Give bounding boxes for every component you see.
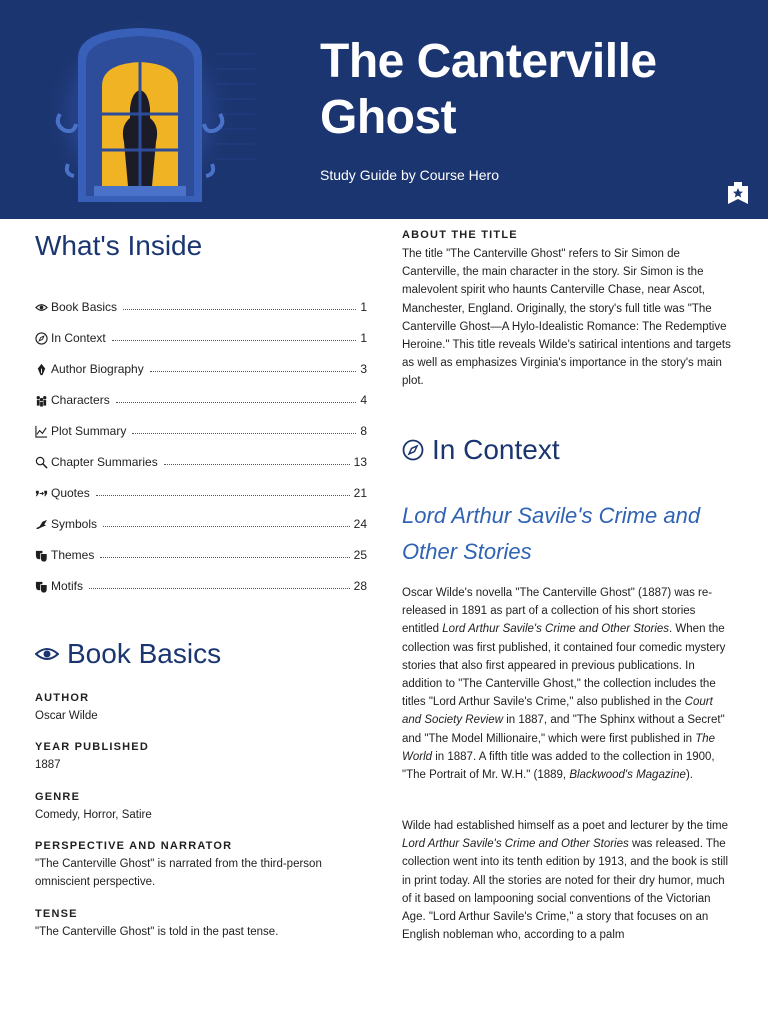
text-run: was released. The collection went into its tenth edition by 1913, and the book is still in print today. All the stories are noted for their dry humor, much of it based on lampooning social conventions of the Victorian Age. "Lord Arthur Savile's Crime," a story that focuses on an English nobleman who, according to a palm [402, 838, 729, 942]
book-basics-heading [35, 634, 221, 674]
author-block [35, 692, 367, 725]
toc-leader-dots [164, 464, 350, 465]
tense-value: "The Canterville Ghost" is told in the past tense. [35, 926, 279, 938]
toc-item-page: 28 [353, 579, 367, 593]
toc-item-label: Themes [51, 548, 95, 562]
toc-leader-dots [96, 495, 350, 496]
toc-item-label: Book Basics [51, 300, 118, 314]
perspective-value: "The Canterville Ghost" is narrated from the third-person omniscient perspective. [35, 858, 322, 888]
toc-leader-dots [116, 402, 357, 403]
genre-value: Comedy, Horror, Satire [35, 809, 152, 821]
about-title-label: ABOUT THE TITLE [402, 229, 518, 241]
genre-block [35, 791, 367, 824]
perspective-label: PERSPECTIVE AND NARRATOR [35, 840, 233, 852]
toc-item-label: Plot Summary [51, 424, 127, 438]
toc-heading: What's Inside [35, 230, 203, 261]
haunted-window-illustration [40, 14, 260, 214]
author-label: AUTHOR [35, 692, 90, 704]
tense-label: TENSE [35, 908, 78, 920]
genre-label: GENRE [35, 791, 81, 803]
toc-item-in-context[interactable] [35, 325, 367, 345]
author-value: Oscar Wilde [35, 710, 98, 722]
about-title-text: The title "The Canterville Ghost" refers to Sir Simon de Canterville, the main character in the story. Sir Simon is the malevolent spirit who haunts Canterville Chase, near Ascot, Manchester, England. Originally, the story's full title was "The Canterville Ghost—A Hylo-Idealistic Romance: The Redemptive Heroine." This title reveals Wilde's satirical intentions and targets as well as emphasizes Virginia's importance in the story's main plot. [402, 248, 731, 388]
book-title-italic: Lord Arthur Savile's Crime and Other Stories [402, 838, 629, 851]
book-basics-heading-text: Book Basics [67, 638, 222, 669]
bird-icon [35, 518, 48, 531]
toc-item-motifs[interactable] [35, 573, 367, 593]
publication-title-italic: The World [402, 732, 716, 763]
text-run: Wilde had established himself as a poet and lecturer by the time [402, 820, 729, 832]
toc-item-page: 3 [360, 362, 367, 376]
pen-nib-icon [35, 363, 48, 376]
toc-item-page: 25 [353, 548, 367, 562]
toc-leader-dots [132, 433, 356, 434]
toc-item-themes[interactable] [35, 542, 367, 562]
context-paragraph-2 [402, 817, 732, 944]
toc-leader-dots [103, 526, 350, 527]
toc-item-quotes[interactable] [35, 480, 367, 500]
year-value: 1887 [35, 759, 61, 771]
in-context-heading-text: In Context [432, 434, 560, 465]
quote-icon [35, 487, 48, 500]
in-context-heading [402, 430, 560, 470]
toc-item-characters[interactable] [35, 387, 367, 407]
masks-icon [35, 549, 48, 562]
course-hero-bookmark-icon [728, 182, 748, 204]
toc-item-book-basics[interactable] [35, 294, 367, 314]
toc-item-page: 24 [353, 517, 367, 531]
toc-item-page: 8 [360, 424, 367, 438]
toc-leader-dots [150, 371, 357, 372]
compass-icon [35, 332, 48, 345]
book-title: The Canterville Ghost [320, 35, 657, 144]
collection-subheading: Lord Arthur Savile's Crime and Other Stories [402, 503, 701, 564]
toc-item-label: Motifs [51, 579, 84, 593]
people-icon [35, 394, 48, 407]
compass-icon [402, 439, 424, 461]
toc-item-author-biography[interactable] [35, 356, 367, 376]
eye-icon [35, 646, 59, 662]
text-run: in 1887, and "The Sphinx without a Secret" and "The Model Millionaire," which were first published in [402, 714, 725, 745]
perspective-block [35, 840, 367, 891]
publication-title-italic: Court and Society Review [402, 696, 713, 727]
toc-item-page: 1 [360, 331, 367, 345]
toc-item-label: In Context [51, 331, 106, 345]
text-run: Oscar Wilde's novella "The Canterville Ghost" (1887) was re-released in 1891 as part of a collection of his short stories entitled [402, 587, 713, 636]
toc-item-page: 4 [360, 393, 367, 407]
text-run: in 1887. A fifth title was added to the collection in 1900, "The Portrait of Mr. W.H." (1889, [402, 750, 715, 782]
tense-block [35, 908, 367, 941]
toc-leader-dots [100, 557, 349, 558]
toc-item-chapter-summaries[interactable] [35, 449, 367, 469]
text-run: ). [685, 769, 693, 782]
toc-item-label: Symbols [51, 517, 98, 531]
year-label: YEAR PUBLISHED [35, 741, 149, 753]
publication-title-italic: Blackwood's Magazine [569, 769, 686, 782]
masks-icon [35, 580, 48, 593]
text-run: . When the collection was first published, it contained four comedic mystery stories that also first appeared in previous publications. In addition to "The Canterville Ghost," the collection includes the titles "Lord Arthur Savile's Crime," also published in the [402, 623, 726, 709]
book-title-italic: Lord Arthur Savile's Crime and Other Stories [442, 623, 670, 636]
toc-item-label: Quotes [51, 486, 90, 500]
toc-item-page: 1 [360, 300, 367, 314]
header-banner [0, 0, 768, 219]
toc-item-symbols[interactable] [35, 511, 367, 531]
toc-item-page: 13 [353, 455, 367, 469]
toc-leader-dots [89, 588, 350, 589]
year-block [35, 741, 367, 774]
toc-item-label: Characters [51, 393, 110, 407]
toc-item-label: Chapter Summaries [51, 455, 158, 469]
study-guide-subtitle: Study Guide by Course Hero [320, 167, 499, 183]
toc-leader-dots [112, 340, 357, 341]
chart-line-icon [35, 425, 48, 438]
magnifier-icon [35, 456, 48, 469]
context-paragraph-1 [402, 584, 732, 784]
toc-leader-dots [123, 309, 356, 310]
eye-icon [35, 301, 48, 314]
toc-item-label: Author Biography [51, 362, 144, 376]
toc-item-plot-summary[interactable] [35, 418, 367, 438]
toc-item-page: 21 [353, 486, 367, 500]
